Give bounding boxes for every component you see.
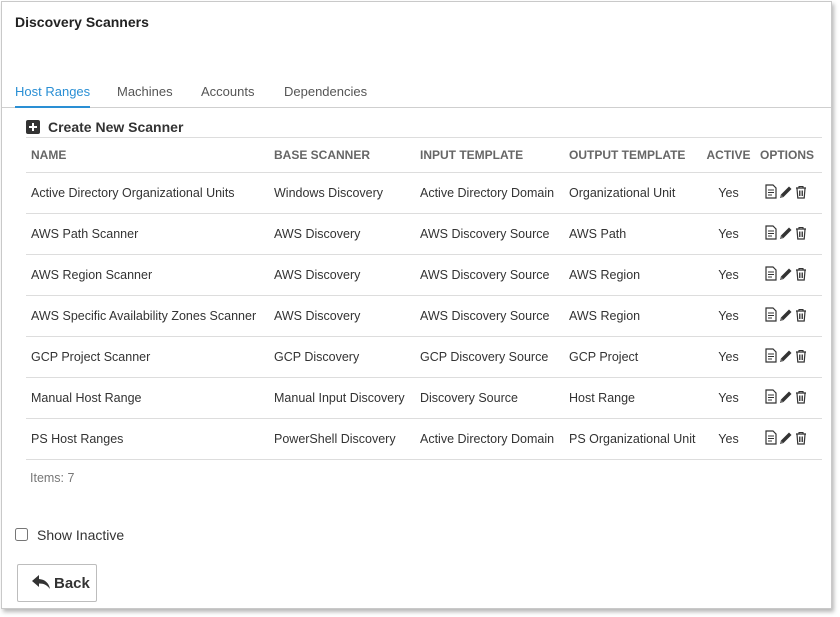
reply-arrow-icon <box>31 574 51 590</box>
back-button[interactable] <box>17 564 97 602</box>
active-status: Yes <box>702 337 755 378</box>
table-row[interactable] <box>26 296 822 337</box>
edit-pencil-icon[interactable] <box>779 349 793 366</box>
scanner-name[interactable]: GCP Project Scanner <box>26 337 269 378</box>
row-options <box>755 419 822 460</box>
delete-trash-icon[interactable] <box>795 185 807 202</box>
row-options <box>755 255 822 296</box>
edit-pencil-icon[interactable] <box>779 390 793 407</box>
view-details-icon[interactable] <box>765 225 777 243</box>
column-header-name[interactable]: NAME <box>26 138 269 173</box>
base-scanner: Manual Input Discovery <box>269 378 415 419</box>
scanner-name[interactable]: AWS Path Scanner <box>26 214 269 255</box>
discovery-scanners-panel <box>1 1 832 609</box>
delete-trash-icon[interactable] <box>795 267 807 284</box>
view-details-icon[interactable] <box>765 184 777 202</box>
delete-trash-icon[interactable] <box>795 390 807 407</box>
base-scanner: AWS Discovery <box>269 255 415 296</box>
items-count: Items: 7 <box>30 471 75 485</box>
view-details-icon[interactable] <box>765 389 777 407</box>
base-scanner: PowerShell Discovery <box>269 419 415 460</box>
scanner-name[interactable]: AWS Region Scanner <box>26 255 269 296</box>
table-header-row <box>26 138 822 173</box>
page-title: Discovery Scanners <box>15 14 149 30</box>
show-inactive-checkbox[interactable] <box>15 528 28 541</box>
table-row[interactable] <box>26 419 822 460</box>
active-status: Yes <box>702 378 755 419</box>
active-status: Yes <box>702 214 755 255</box>
column-header-options: OPTIONS <box>755 138 822 173</box>
edit-pencil-icon[interactable] <box>779 308 793 325</box>
row-options <box>755 214 822 255</box>
base-scanner: Windows Discovery <box>269 173 415 214</box>
row-options <box>755 337 822 378</box>
row-options <box>755 173 822 214</box>
active-status: Yes <box>702 419 755 460</box>
row-options <box>755 378 822 419</box>
table-row[interactable] <box>26 173 822 214</box>
input-template: AWS Discovery Source <box>415 255 564 296</box>
output-template: Organizational Unit <box>564 173 702 214</box>
output-template: PS Organizational Unit <box>564 419 702 460</box>
column-header-output-template[interactable]: OUTPUT TEMPLATE <box>564 138 702 173</box>
active-status: Yes <box>702 173 755 214</box>
base-scanner: AWS Discovery <box>269 296 415 337</box>
input-template: AWS Discovery Source <box>415 214 564 255</box>
edit-pencil-icon[interactable] <box>779 267 793 284</box>
base-scanner: GCP Discovery <box>269 337 415 378</box>
output-template: Host Range <box>564 378 702 419</box>
input-template: Discovery Source <box>415 378 564 419</box>
back-button-label: Back <box>54 575 90 592</box>
delete-trash-icon[interactable] <box>795 226 807 243</box>
output-template: AWS Region <box>564 296 702 337</box>
scanners-table <box>26 137 822 460</box>
scanner-name[interactable]: PS Host Ranges <box>26 419 269 460</box>
show-inactive-label[interactable]: Show Inactive <box>37 527 125 543</box>
column-header-base-scanner[interactable]: BASE SCANNER <box>269 138 415 173</box>
input-template: Active Directory Domain <box>415 419 564 460</box>
view-details-icon[interactable] <box>765 307 777 325</box>
tab-machines[interactable]: Machines <box>117 84 173 99</box>
active-status: Yes <box>702 255 755 296</box>
delete-trash-icon[interactable] <box>795 308 807 325</box>
input-template: AWS Discovery Source <box>415 296 564 337</box>
input-template: Active Directory Domain <box>415 173 564 214</box>
table-row[interactable] <box>26 214 822 255</box>
row-options <box>755 296 822 337</box>
column-header-active[interactable]: ACTIVE <box>702 138 755 173</box>
create-new-scanner-label: Create New Scanner <box>48 119 184 135</box>
output-template: AWS Path <box>564 214 702 255</box>
output-template: GCP Project <box>564 337 702 378</box>
scanner-name[interactable]: Manual Host Range <box>26 378 269 419</box>
active-status: Yes <box>702 296 755 337</box>
column-header-input-template[interactable]: INPUT TEMPLATE <box>415 138 564 173</box>
tab-accounts[interactable]: Accounts <box>201 84 255 99</box>
scanner-name[interactable]: AWS Specific Availability Zones Scanner <box>26 296 269 337</box>
delete-trash-icon[interactable] <box>795 431 807 448</box>
scanner-name[interactable]: Active Directory Organizational Units <box>26 173 269 214</box>
output-template: AWS Region <box>564 255 702 296</box>
tab-host-ranges[interactable]: Host Ranges <box>15 84 90 108</box>
input-template: GCP Discovery Source <box>415 337 564 378</box>
view-details-icon[interactable] <box>765 348 777 366</box>
tab-dependencies[interactable]: Dependencies <box>284 84 368 99</box>
edit-pencil-icon[interactable] <box>779 431 793 448</box>
edit-pencil-icon[interactable] <box>779 226 793 243</box>
plus-square-icon <box>26 120 40 134</box>
edit-pencil-icon[interactable] <box>779 185 793 202</box>
base-scanner: AWS Discovery <box>269 214 415 255</box>
table-row[interactable] <box>26 255 822 296</box>
view-details-icon[interactable] <box>765 430 777 448</box>
view-details-icon[interactable] <box>765 266 777 284</box>
delete-trash-icon[interactable] <box>795 349 807 366</box>
table-row[interactable] <box>26 337 822 378</box>
table-row[interactable] <box>26 378 822 419</box>
tab-bar <box>2 82 831 108</box>
